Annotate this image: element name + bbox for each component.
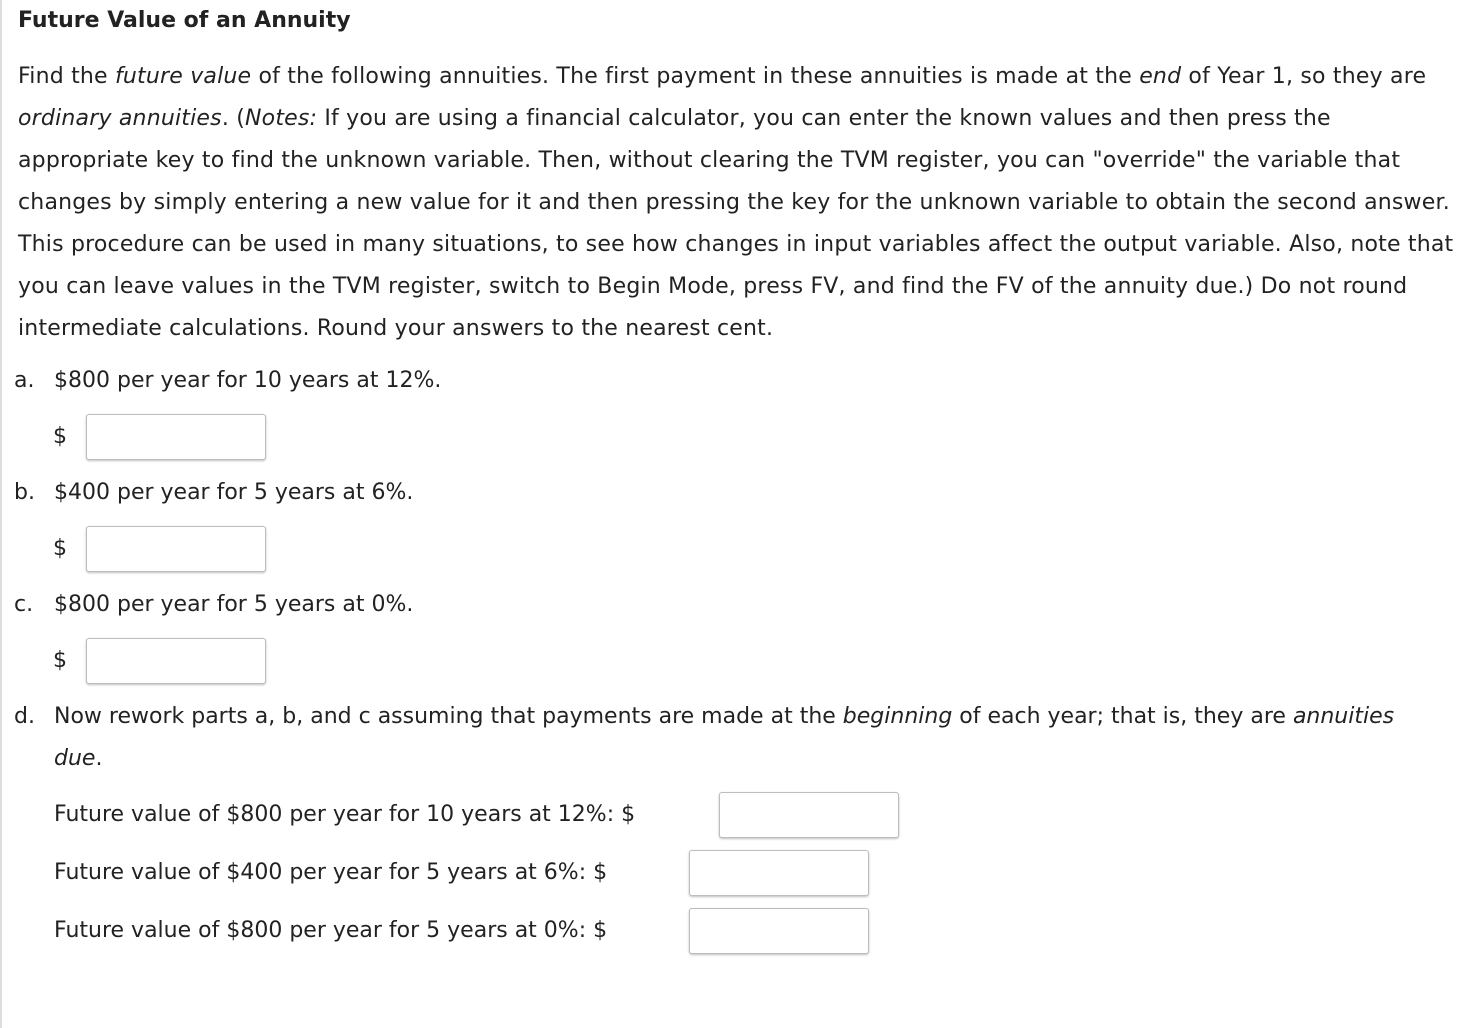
question-d-label: d. — [14, 704, 35, 729]
question-c-label: c. — [14, 592, 34, 617]
question-a-label: a. — [14, 368, 35, 393]
annuity-due-input-1[interactable] — [719, 792, 899, 838]
question-b-text: $400 per year for 5 years at 6%. — [54, 480, 414, 505]
answer-b-input[interactable] — [86, 526, 266, 572]
question-d-segment: Now rework parts a, b, and c assuming that payments are made at the — [54, 704, 843, 729]
intro-text: . ( — [221, 106, 245, 131]
annuity-due-label-1: Future value of $800 per year for 10 years at 12%: $ — [54, 802, 636, 827]
page-title: Future Value of an Annuity — [18, 8, 351, 33]
question-d-segment: of each year; that is, they are — [952, 704, 1293, 729]
annuity-due-label-3: Future value of $800 per year for 5 years at 0%: $ — [54, 918, 608, 943]
question-d-emphasis: beginning — [842, 704, 953, 729]
intro-text: If you are using a financial calculator, you can enter the known values and then press the appropriate key to find the unknown variable. Then, without clearing the TVM register, you can "override" the variable that changes by simply entering a new value for it and then pressing the key for the unknown variable to obtain the second answer. This procedure can be used in many situations, to see how changes in input variables affect the output variable. Also, note that you can leave values in the TVM register, switch to Begin Mode, press FV, and find the FV of the annuity due.) Do not round intermediate calculations. Round your answers to the nearest cent. — [18, 106, 1454, 341]
intro-text: of the following annuities. The first payment in these annuities is made at the — [251, 64, 1140, 89]
currency-symbol: $ — [53, 648, 67, 673]
intro-text: of Year 1, so they are — [1181, 64, 1427, 89]
question-d-emphasis: annuities due — [54, 704, 1395, 771]
question-b-label: b. — [14, 480, 35, 505]
question-d-text — [54, 696, 1434, 780]
currency-symbol: $ — [53, 536, 67, 561]
question-c-text: $800 per year for 5 years at 0%. — [54, 592, 414, 617]
intro-emphasis: end — [1139, 64, 1182, 89]
currency-symbol: $ — [53, 424, 67, 449]
instructions — [18, 56, 1460, 350]
question-d-segment: . — [95, 746, 103, 771]
answer-c-input[interactable] — [86, 638, 266, 684]
intro-emphasis: ordinary annuities — [18, 106, 222, 131]
annuity-due-label-2: Future value of $400 per year for 5 years at 6%: $ — [54, 860, 608, 885]
answer-a-input[interactable] — [86, 414, 266, 460]
intro-emphasis: Notes: — [245, 106, 318, 131]
annuity-due-input-2[interactable] — [689, 850, 869, 896]
annuity-due-input-3[interactable] — [689, 908, 869, 954]
question-a-text: $800 per year for 10 years at 12%. — [54, 368, 442, 393]
intro-text: Find the — [18, 64, 115, 89]
intro-emphasis: future value — [114, 64, 252, 89]
